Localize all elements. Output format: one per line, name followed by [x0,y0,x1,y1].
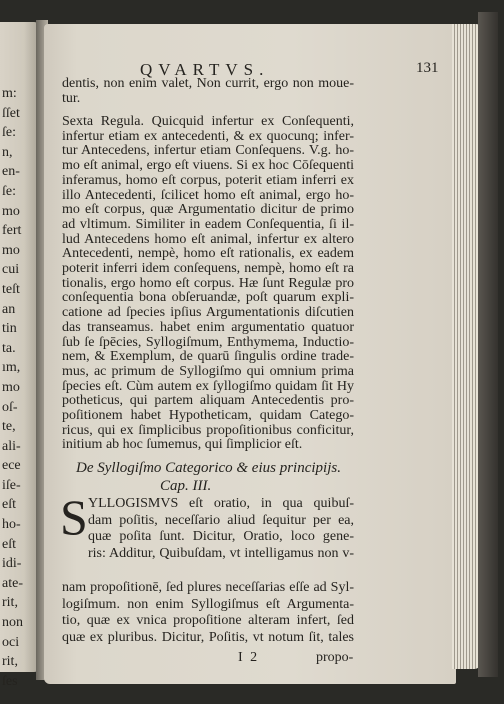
left-margin-fragment: non [2,615,23,631]
running-head: QVARTVS. [140,60,270,79]
text-line: nem, & Exemplum, de quarū ſingulis ordine trade- [62,349,354,365]
text-line: lud Antecedens homo eſt animal, infertur ex altero [62,231,354,247]
left-margin-fragment: rit, [2,595,18,611]
text-line: Antecedenti, nempè, homo eſt rationalis, ex eadem [62,246,354,262]
text-line: potheticus, qui partem aliquam Antecedentis pro- [62,393,354,409]
left-margin-fragment: tin [2,321,17,337]
left-margin-fragment: ho- [2,517,21,533]
text-line: ſub ſe ſpēcies, Syllogiſmum, Enthymema, Inductio- [62,334,354,350]
text-line: tur. [62,90,81,106]
left-margin-fragment: cui [2,262,20,278]
left-margin-fragment: en- [2,164,20,180]
left-margin-fragment: ece [2,458,21,474]
text-line: poterit inferri idem conſequens, nempè, homo eſt ra [62,261,354,277]
text-line: illo Antecedenti, ſcilicet homo eſt animal, ergo ho- [62,187,354,203]
left-margin-fragment: ım, [2,360,21,376]
left-page [0,22,40,689]
page-number: 131 [416,60,439,76]
text-line: das transeamus. habet enim argumentatio quatuor [62,319,354,335]
left-margin-fragment: rit, [2,654,18,670]
left-margin-fragment: te, [2,419,16,435]
text-line: dentis, non enim valet, Non currit, ergo non moue- [62,76,354,91]
left-margin-fragment: an [2,301,16,317]
text-block-dropcap [88,496,354,562]
left-margin-fragment: fert [2,223,22,239]
left-margin-fragment: ſſet [2,105,20,121]
text-line: inferamus, homo eſt corpus, poterit etiam inferri ex [62,172,354,188]
left-margin-fragment: oci [2,634,20,650]
text-block-body [62,115,354,453]
text-line: catione ad ſpecies ipſius Argumentationis diſcutien [62,305,354,321]
text-line: poſitionem habet Hypotheticam, quidam Catego- [62,408,354,424]
left-margin-fragment: ſes [2,673,18,689]
text-line: mo eſt animal, ergo eſt viuens. Si ex hoc Cōſequenti [62,158,354,174]
text-line: ris: Additur, Quibuſdam, vt intelligamus non v- [88,545,354,561]
left-margin-fragment: mo [2,379,20,395]
text-line: nam propoſitionē, ſed plures neceſſarias eſſe ad Syl- [62,580,354,595]
section-cap: Cap. III. [160,478,212,494]
signature-mark: I 2 [238,650,260,665]
catchword: propo- [316,650,354,665]
text-line: ad vltimum. Similiter in eadem Conſequentia, ſi il- [62,216,354,232]
left-margin-fragment: eſt [2,497,16,513]
left-margin-fragment: ſe: [2,183,16,199]
left-margin-fragment: n, [2,144,13,160]
text-line: conſequentia bona obſeruandæ, poſt quarum expli- [62,290,354,306]
left-margin-fragment: ſe: [2,125,16,141]
text-line: tio, quæ ex vnica propoſitione alteram infert, ſed [62,613,354,629]
text-line: YLLOGISMVS eſt oratio, in qua quibuſ- [88,496,354,511]
text-line: tionalis, ergo homo eſt corpus. Hæ ſunt Regulæ pro [62,275,354,291]
drop-cap: S [60,489,88,545]
text-line: tur Antecedens, infertur etiam Conſequens. V.g. ho- [62,143,354,159]
left-margin-fragment: ali- [2,438,21,454]
text-line: initium ab hoc ſumemus, qui ſimplicior eſt. [62,437,303,453]
text-block-top [62,77,354,106]
left-margin-fragments [2,84,38,691]
left-margin-fragment: mo [2,242,20,258]
text-line: Sexta Regula. Quicquid infertur ex Conſequenti, [62,114,354,129]
book-cover [478,12,498,677]
text-line: ſpecies eſt. Cùm autem ex ſyllogiſmo quidam ſit Hy [62,378,354,394]
text-line: quæ ex pluribus. Dicitur, Poſitis, vt notum ſit, tales [62,629,354,645]
section-heading: De Syllogiſmo Categorico & eius principijs. [76,460,341,476]
left-margin-fragment: ate- [2,575,23,591]
text-line: dam poſitis, neceſſario aliud ſequitur per ea, [88,512,354,528]
text-line: mus, ac primum de Syllogiſmo qui omnium prima [62,363,354,379]
text-line: ricus, qui ex ſimplicibus propoſitionibus conficitur, [62,422,354,438]
left-margin-fragment: eſt [2,536,16,552]
text-line: logiſmum. non enim Syllogiſmus eſt Argumenta- [62,596,354,612]
text-line: infertur etiam ex antecedenti, & ex quocunq; infer- [62,128,354,144]
left-margin-fragment: oſ- [2,399,18,415]
left-margin-fragment: idi- [2,556,22,572]
left-margin-fragment: ta. [2,340,16,356]
left-margin-fragment: m: [2,86,17,101]
left-margin-fragment: teſt [2,281,20,297]
text-block-end [62,580,354,646]
text-line: quæ poſita ſunt. Dicitur, Oratio, loco gene- [88,529,354,545]
left-margin-fragment: iſe- [2,477,21,493]
left-margin-fragment: mo [2,203,20,219]
text-line: mo eſt corpus, quæ Argumentatio dicitur de primo [62,202,354,218]
